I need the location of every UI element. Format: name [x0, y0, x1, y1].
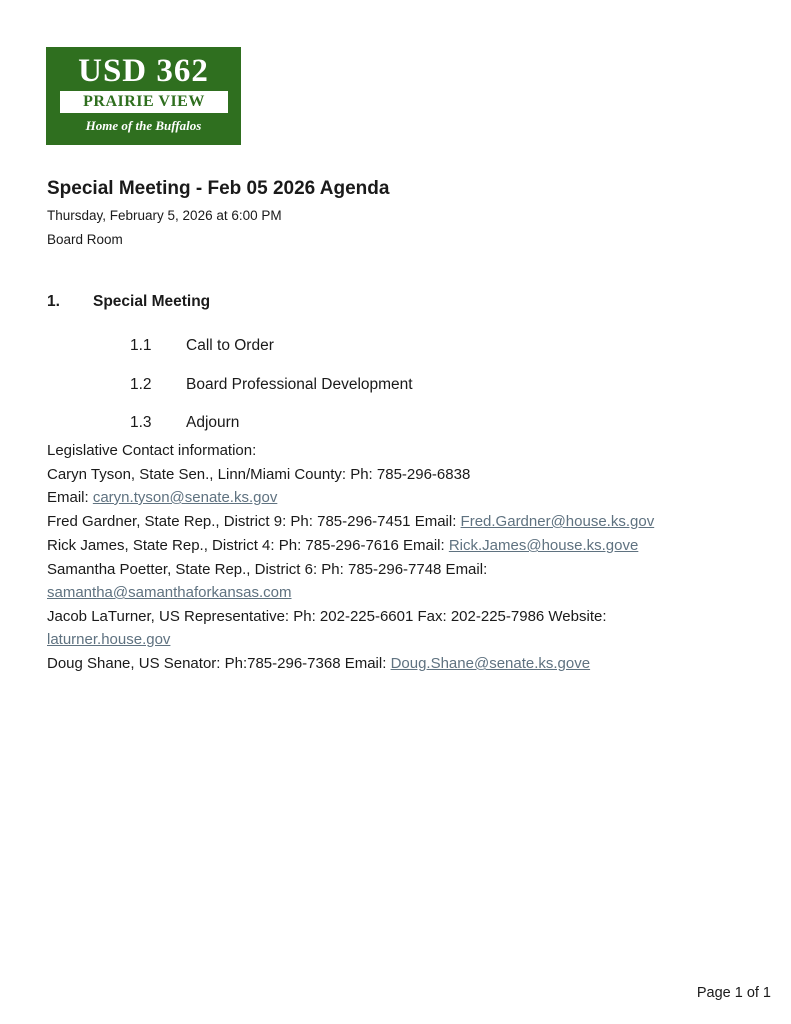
meeting-datetime: Thursday, February 5, 2026 at 6:00 PM: [47, 208, 282, 223]
contact-details: Jacob LaTurner, US Representative: Ph: 202-225-6601 Fax: 202-225-7986 Website:: [47, 608, 607, 625]
contacts-heading: Legislative Contact information:: [47, 442, 257, 459]
logo-district-text: USD 362: [78, 53, 209, 89]
logo-tagline: Home of the Buffalos: [85, 118, 202, 133]
section-number: 1.: [47, 293, 60, 310]
meeting-location: Board Room: [47, 232, 123, 247]
district-logo: [46, 47, 241, 145]
contact-details: Fred Gardner, State Rep., District 9: Ph: 785-296-7451 Email:: [47, 513, 461, 530]
contact-details: Rick James, State Rep., District 4: Ph: 785-296-7616 Email:: [47, 537, 449, 554]
contact-email-link[interactable]: Rick.James@house.ks.gove: [448, 537, 639, 554]
contact-details: Caryn Tyson, State Sen., Linn/Miami County: Ph: 785-296-6838: [47, 466, 471, 483]
contact-email-label: Email:: [47, 489, 93, 506]
contact-details: Doug Shane, US Senator: Ph:785-296-7368 Email:: [47, 655, 391, 672]
agenda-item-title: Adjourn: [186, 414, 240, 431]
contact-email-link[interactable]: Fred.Gardner@house.ks.gov: [460, 513, 655, 530]
contact-entry: [47, 463, 747, 509]
contact-entry: [47, 510, 747, 533]
section-title: Special Meeting: [93, 293, 211, 310]
contact-email-link[interactable]: caryn.tyson@senate.ks.gov: [92, 489, 278, 506]
legislative-contacts: [47, 439, 747, 676]
contact-entry: [47, 534, 747, 557]
contact-details: Samantha Poetter, State Rep., District 6: Ph: 785-296-7748 Email:: [47, 561, 488, 578]
contact-entry: [47, 558, 747, 604]
contact-email-link[interactable]: Doug.Shane@senate.ks.gove: [390, 655, 591, 672]
contact-website-link[interactable]: laturner.house.gov: [47, 631, 171, 648]
agenda-item-number: 1.3: [130, 414, 152, 431]
logo-school-name: PRAIRIE VIEW: [60, 91, 228, 113]
agenda-item-title: Board Professional Development: [186, 376, 413, 393]
contact-entry: [47, 605, 747, 651]
contact-entry: [47, 652, 747, 675]
agenda-item-number: 1.2: [130, 376, 152, 393]
agenda-item-title: Call to Order: [186, 337, 274, 354]
contact-email-link[interactable]: samantha@samanthaforkansas.com: [47, 584, 292, 601]
page-number: Page 1 of 1: [696, 985, 771, 1001]
agenda-title: Special Meeting - Feb 05 2026 Agenda: [47, 178, 390, 199]
agenda-item-number: 1.1: [130, 337, 152, 354]
